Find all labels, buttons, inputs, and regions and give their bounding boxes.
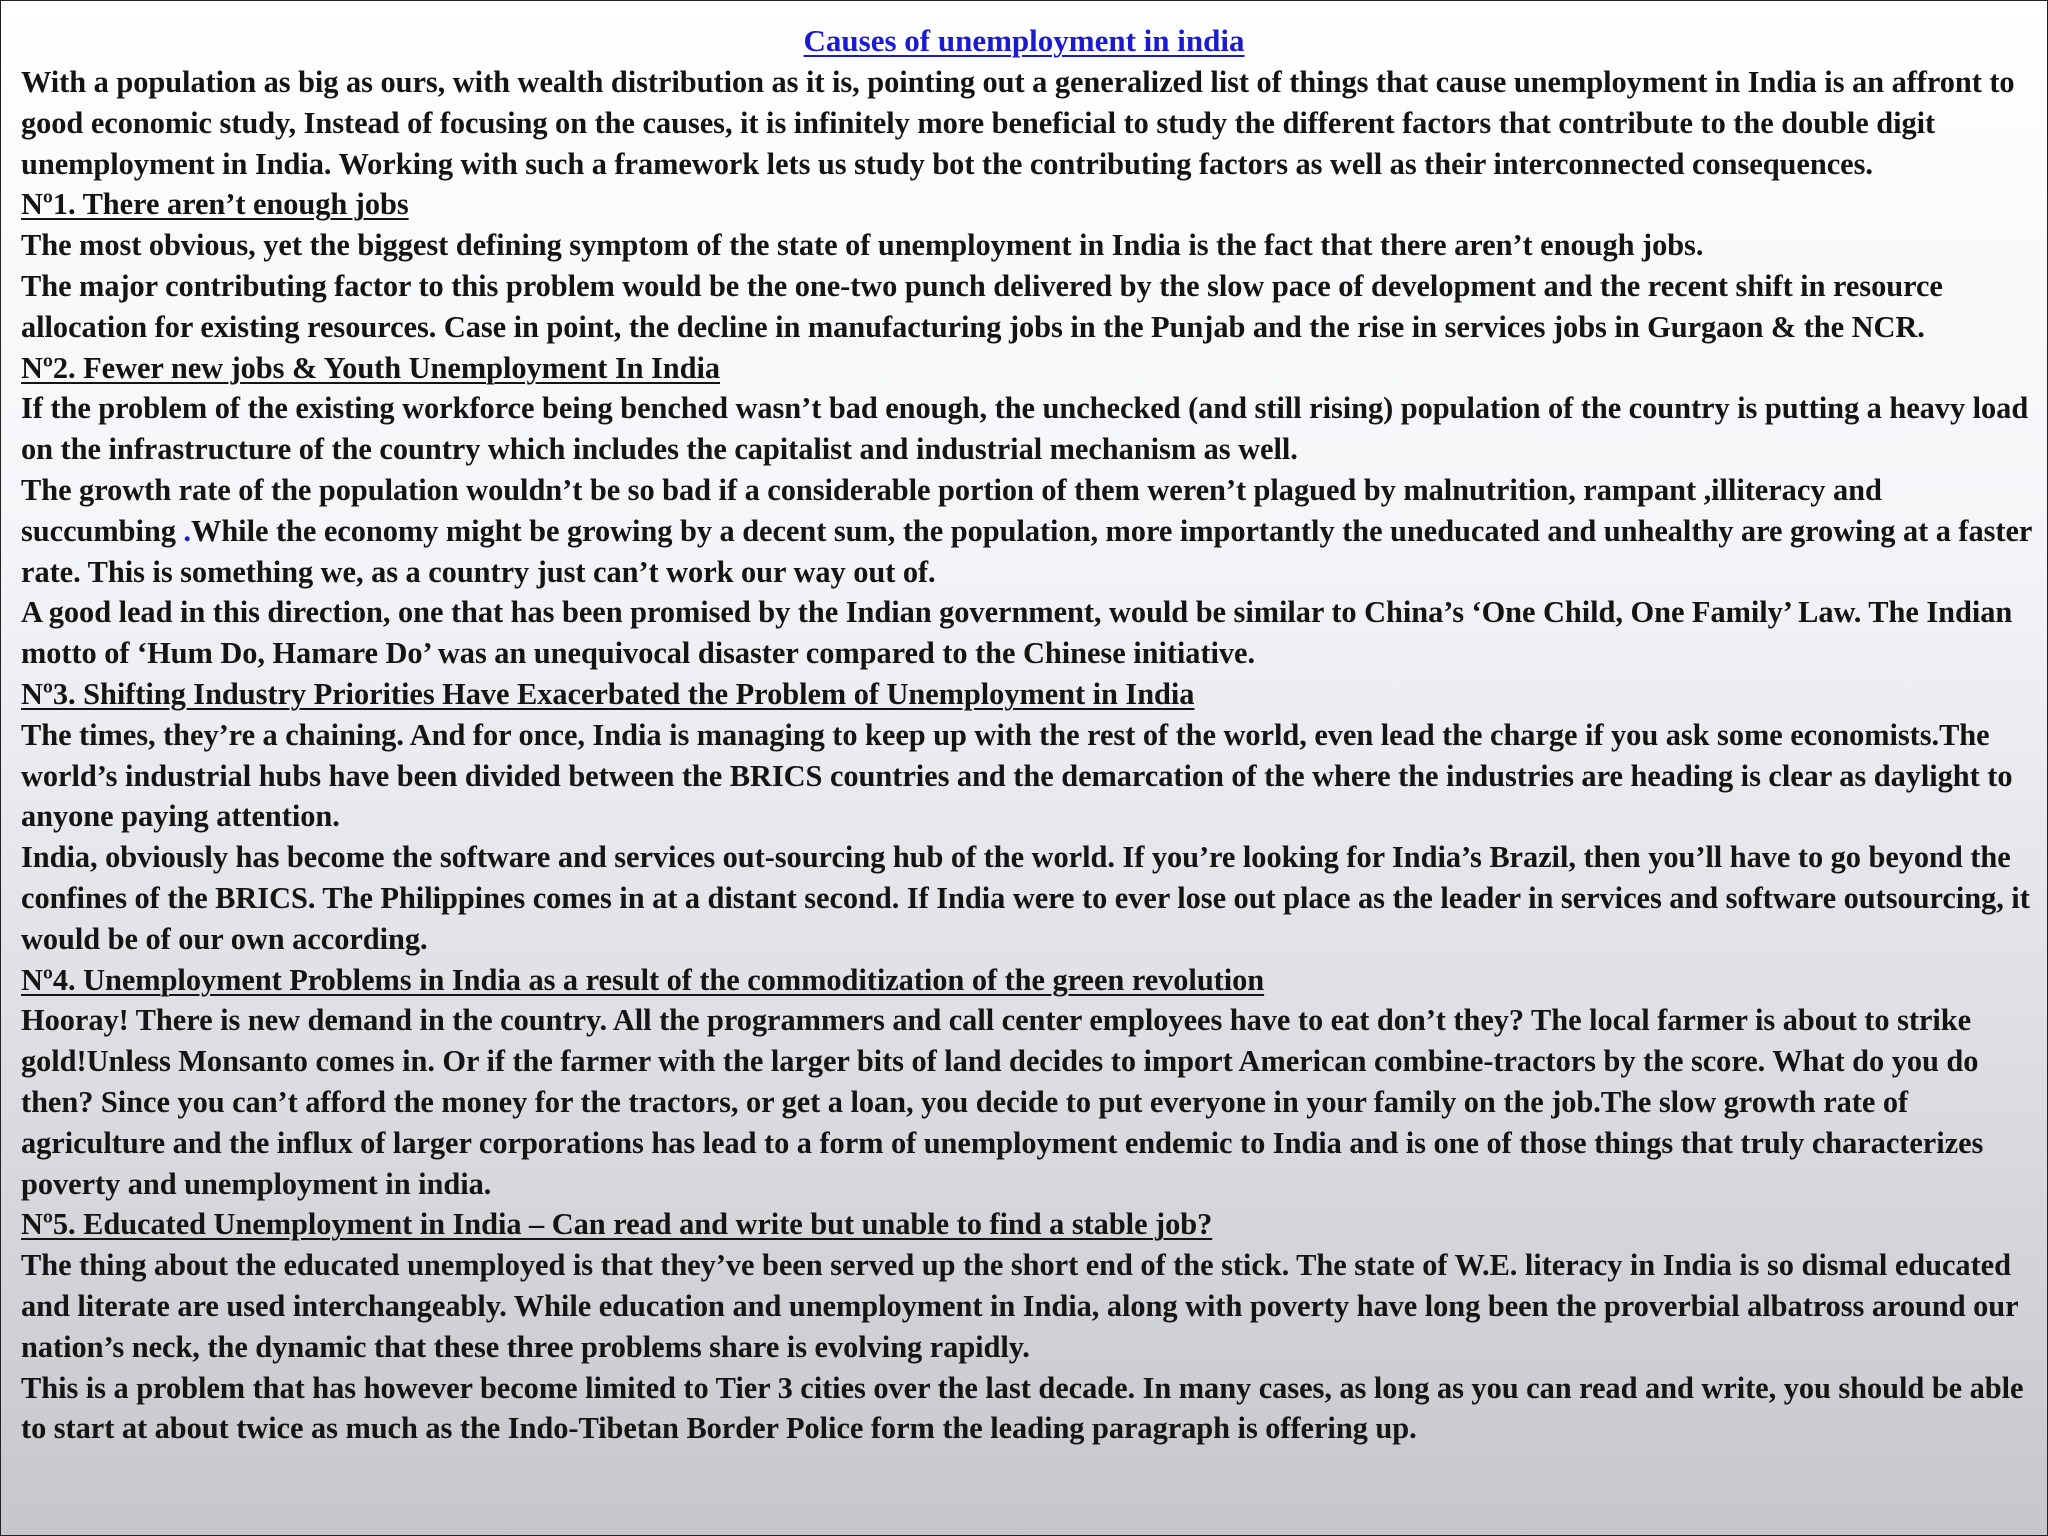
section-3-paragraph: India, obviously has become the software and services out-sourcing hub of the world. If you’re looking for India’s Brazil, then you’ll have to go beyond the confines of the BRICS. The Philippines comes in at a distant second. If India were to ever lose out place as the leader in services and software outsourcing, it would be of our own according. <box>21 840 2030 956</box>
section-5-paragraph: This is a problem that has however become limited to Tier 3 cities over the last decade. In many cases, as long as you can read and write, you should be able to start at about twice as much as the Indo-Tibetan Border Police form the leading paragraph is offering up. <box>21 1370 2024 1446</box>
section-5-paragraph: The thing about the educated unemployed is that they’ve been served up the short end of the stick. The state of W.E. literacy in India is so dismal educated and literate are used interchangeably. While education and unemployment in India, along with poverty have long been the proverbial albatross around our nation’s neck, the dynamic that these three problems share is evolving rapidly. <box>21 1248 2019 1364</box>
section-5-heading: Nº5. Educated Unemployment in India – Can read and write but unable to find a stable job? <box>21 1207 1213 1242</box>
intro-paragraph: With a population as big as ours, with wealth distribution as it is, pointing out a generalized list of things that cause unemployment in India is an affront to good economic study, Instead of focusing on the causes, it is infinitely more beneficial to study the different factors that contribute to the double digit unemployment in India. Working with such a framework lets us study bot the contributing factors as well as their interconnected consequences. <box>21 65 2015 181</box>
section-1-paragraph: The major contributing factor to this problem would be the one-two punch delivered by the slow pace of development and the recent shift in resource allocation for existing resources. Case in point, the decline in manufacturing jobs in the Punjab and the rise in services jobs in Gurgaon & the NCR. <box>21 268 1943 344</box>
section-4-heading: Nº4. Unemployment Problems in India as a result of the commoditization of the green revolution <box>21 962 1265 997</box>
section-3-paragraph: The times, they’re a chaining. And for once, India is managing to keep up with the rest of the world, even lead the charge if you ask some economists.The world’s industrial hubs have been divided between the BRICS countries and the demarcation of the where the industries are heading is clear as daylight to anyone paying attention. <box>21 717 2013 834</box>
section-2-paragraph <box>21 470 2035 592</box>
page-title[interactable]: Causes of unemployment in india <box>803 23 1245 58</box>
section-2-heading: Nº2. Fewer new jobs & Youth Unemployment In India <box>21 350 721 385</box>
section-4-paragraph: Hooray! There is new demand in the country. All the programmers and call center employees have to eat don’t they? The local farmer is about to strike gold!Unless Monsanto comes in. Or if the farmer with the larger bits of land decides to import American combine-tractors by the score. What do you do then? Since you can’t afford the money for the tractors, or get a loan, you decide to put everyone in your family on the job.The slow growth rate of agriculture and the influx of larger corporations has lead to a form of unemployment endemic to India and is one of those things that truly characterizes poverty and unemployment in india. <box>21 1003 1984 1201</box>
section-1-heading: Nº1. There aren’t enough jobs <box>21 187 409 222</box>
section-2-paragraph: A good lead in this direction, one that has been promised by the Indian government, would be similar to China’s ‘One Child, One Family’ Law. The Indian motto of ‘Hum Do, Hamare Do’ was an unequivocal disaster compared to the Chinese initiative. <box>21 595 2013 671</box>
blue-dot-mark: . <box>183 513 191 548</box>
section-2-paragraph: If the problem of the existing workforce being benched wasn’t bad enough, the unchecked (and still rising) population of the country is putting a heavy load on the infrastructure of the country which includes the capitalist and industrial mechanism as well. <box>21 391 2029 467</box>
section-1-paragraph: The most obvious, yet the biggest defining symptom of the state of unemployment in India is the fact that there aren’t enough jobs. <box>21 228 1704 263</box>
section-3-heading: Nº3. Shifting Industry Priorities Have Exacerbated the Problem of Unemployment in India <box>21 676 1195 711</box>
document-body <box>21 62 2035 1449</box>
paragraph-text: While the economy might be growing by a decent sum, the population, more importantly the uneducated and unhealthy are growing at a faster rate. This is something we, as a country just can’t work our way out of. <box>21 513 2032 589</box>
paragraph-text: The growth rate of the population wouldn’t be so bad if a considerable portion of them weren’t plagued by malnutrition, rampant ,illiteracy and succumbing <box>21 472 1882 548</box>
